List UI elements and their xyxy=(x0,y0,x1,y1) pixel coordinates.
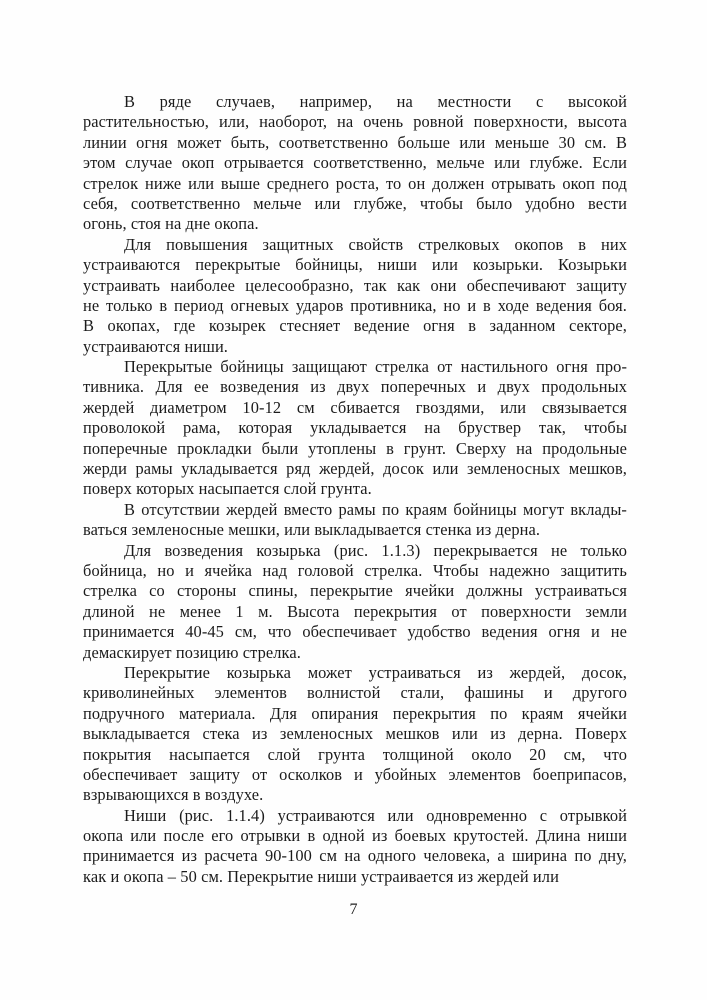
text-line: принимается 40-45 см, что обеспечивает удобство ведения огня и не xyxy=(83,622,627,642)
text-line: жерди рамы укладывается ряд жердей, досок или земленосных мешков, xyxy=(83,459,627,479)
text-line: себя, соответственно мельче или глубже, чтобы было удобно вести xyxy=(83,193,627,213)
text-line: демаскирует позицию стрелка. xyxy=(83,642,301,662)
text-line: огонь, стоя на дне окопа. xyxy=(83,214,259,234)
text-line: растительностью, или, наоборот, на очень ровной поверхности, высота xyxy=(83,112,627,132)
text-line: поперечные прокладки были утоплены в грунт. Сверху на продольные xyxy=(83,438,627,458)
text-line: взрывающихся в воздухе. xyxy=(83,785,264,805)
text-line: обеспечивает защиту от осколков и убойных элементов боеприпасов, xyxy=(83,764,627,784)
text-line: Ниши (рис. 1.1.4) устраиваются или одновременно с отрывкой xyxy=(124,805,627,825)
text-line: не только в период огневых ударов противника, но и в ходе ведения боя. xyxy=(83,295,627,315)
text-line: Перекрытие козырька может устраиваться из жердей, досок, xyxy=(124,662,627,682)
text-line: устраиваются ниши. xyxy=(83,336,229,356)
page-number: 7 xyxy=(349,901,358,918)
text-line: криволинейных элементов волнистой стали, фашины и другого xyxy=(83,683,627,703)
text-line: поверх которых насыпается слой грунта. xyxy=(83,479,372,499)
text-line: линии огня может быть, соответственно больше или меньше 30 см. В xyxy=(83,132,627,152)
text-line: этом случае окоп отрывается соответственно, мельче или глубже. Если xyxy=(83,153,627,173)
text-block xyxy=(83,92,627,887)
text-line: окопа или после его отрывки в одной из боевых крутостей. Длина ниши xyxy=(83,826,627,846)
text-line: устраивать наиболее целесообразно, так как они обеспечивают защиту xyxy=(83,275,627,295)
paragraph xyxy=(83,663,627,806)
text-line: жердей диаметром 10-12 см сбивается гвоздями, или связывается xyxy=(83,397,627,417)
text-line: бойница, но и ячейка над головой стрелка. Чтобы надежно защитить xyxy=(83,560,627,580)
text-line: стрелка со стороны спины, перекрытие ячейки должны устраиваться xyxy=(83,581,627,601)
text-line: Перекрытые бойницы защищают стрелка от настильного огня про- xyxy=(124,357,627,377)
text-line: принимается из расчета 90-100 см на одного человека, а ширина по дну, xyxy=(83,846,627,866)
paragraph xyxy=(83,235,627,357)
text-line: проволокой рама, которая укладывается на бруствер так, чтобы xyxy=(83,418,627,438)
text-line: Для повышения защитных свойств стрелковых окопов в них xyxy=(124,234,627,254)
text-line: стрелок ниже или выше среднего роста, то он должен отрывать окоп под xyxy=(83,173,627,193)
text-line: устраиваются перекрытые бойницы, ниши или козырьки. Козырьки xyxy=(83,255,627,275)
text-line: В окопах, где козырек стесняет ведение огня в заданном секторе, xyxy=(83,316,627,336)
text-line: В ряде случаев, например, на местности с высокой xyxy=(124,92,627,111)
text-line: длиной не менее 1 м. Высота перекрытия от поверхности земли xyxy=(83,601,627,621)
text-line: покрытия насыпается слой грунта толщиной около 20 см, что xyxy=(83,744,627,764)
paragraph xyxy=(83,357,627,500)
text-line: подручного материала. Для опирания перекрытия по краям ячейки xyxy=(83,703,627,723)
paragraph xyxy=(83,806,627,888)
paragraph xyxy=(83,500,627,541)
text-line: В отсутствии жердей вместо рамы по краям бойницы могут вклады- xyxy=(124,499,627,519)
text-line: выкладывается стека из земленосных мешков или из дерна. Поверх xyxy=(83,724,627,744)
text-line: тивника. Для ее возведения из двух поперечных и двух продольных xyxy=(83,377,627,397)
paragraph xyxy=(83,92,627,235)
text-line: как и окопа – 50 см. Перекрытие ниши устраивается из жердей или xyxy=(83,866,559,886)
text-line: ваться земленосные мешки, или выкладывается стенка из дерна. xyxy=(83,520,541,540)
text-line: Для возведения козырька (рис. 1.1.3) перекрывается не только xyxy=(124,540,627,560)
paragraph xyxy=(83,541,627,663)
